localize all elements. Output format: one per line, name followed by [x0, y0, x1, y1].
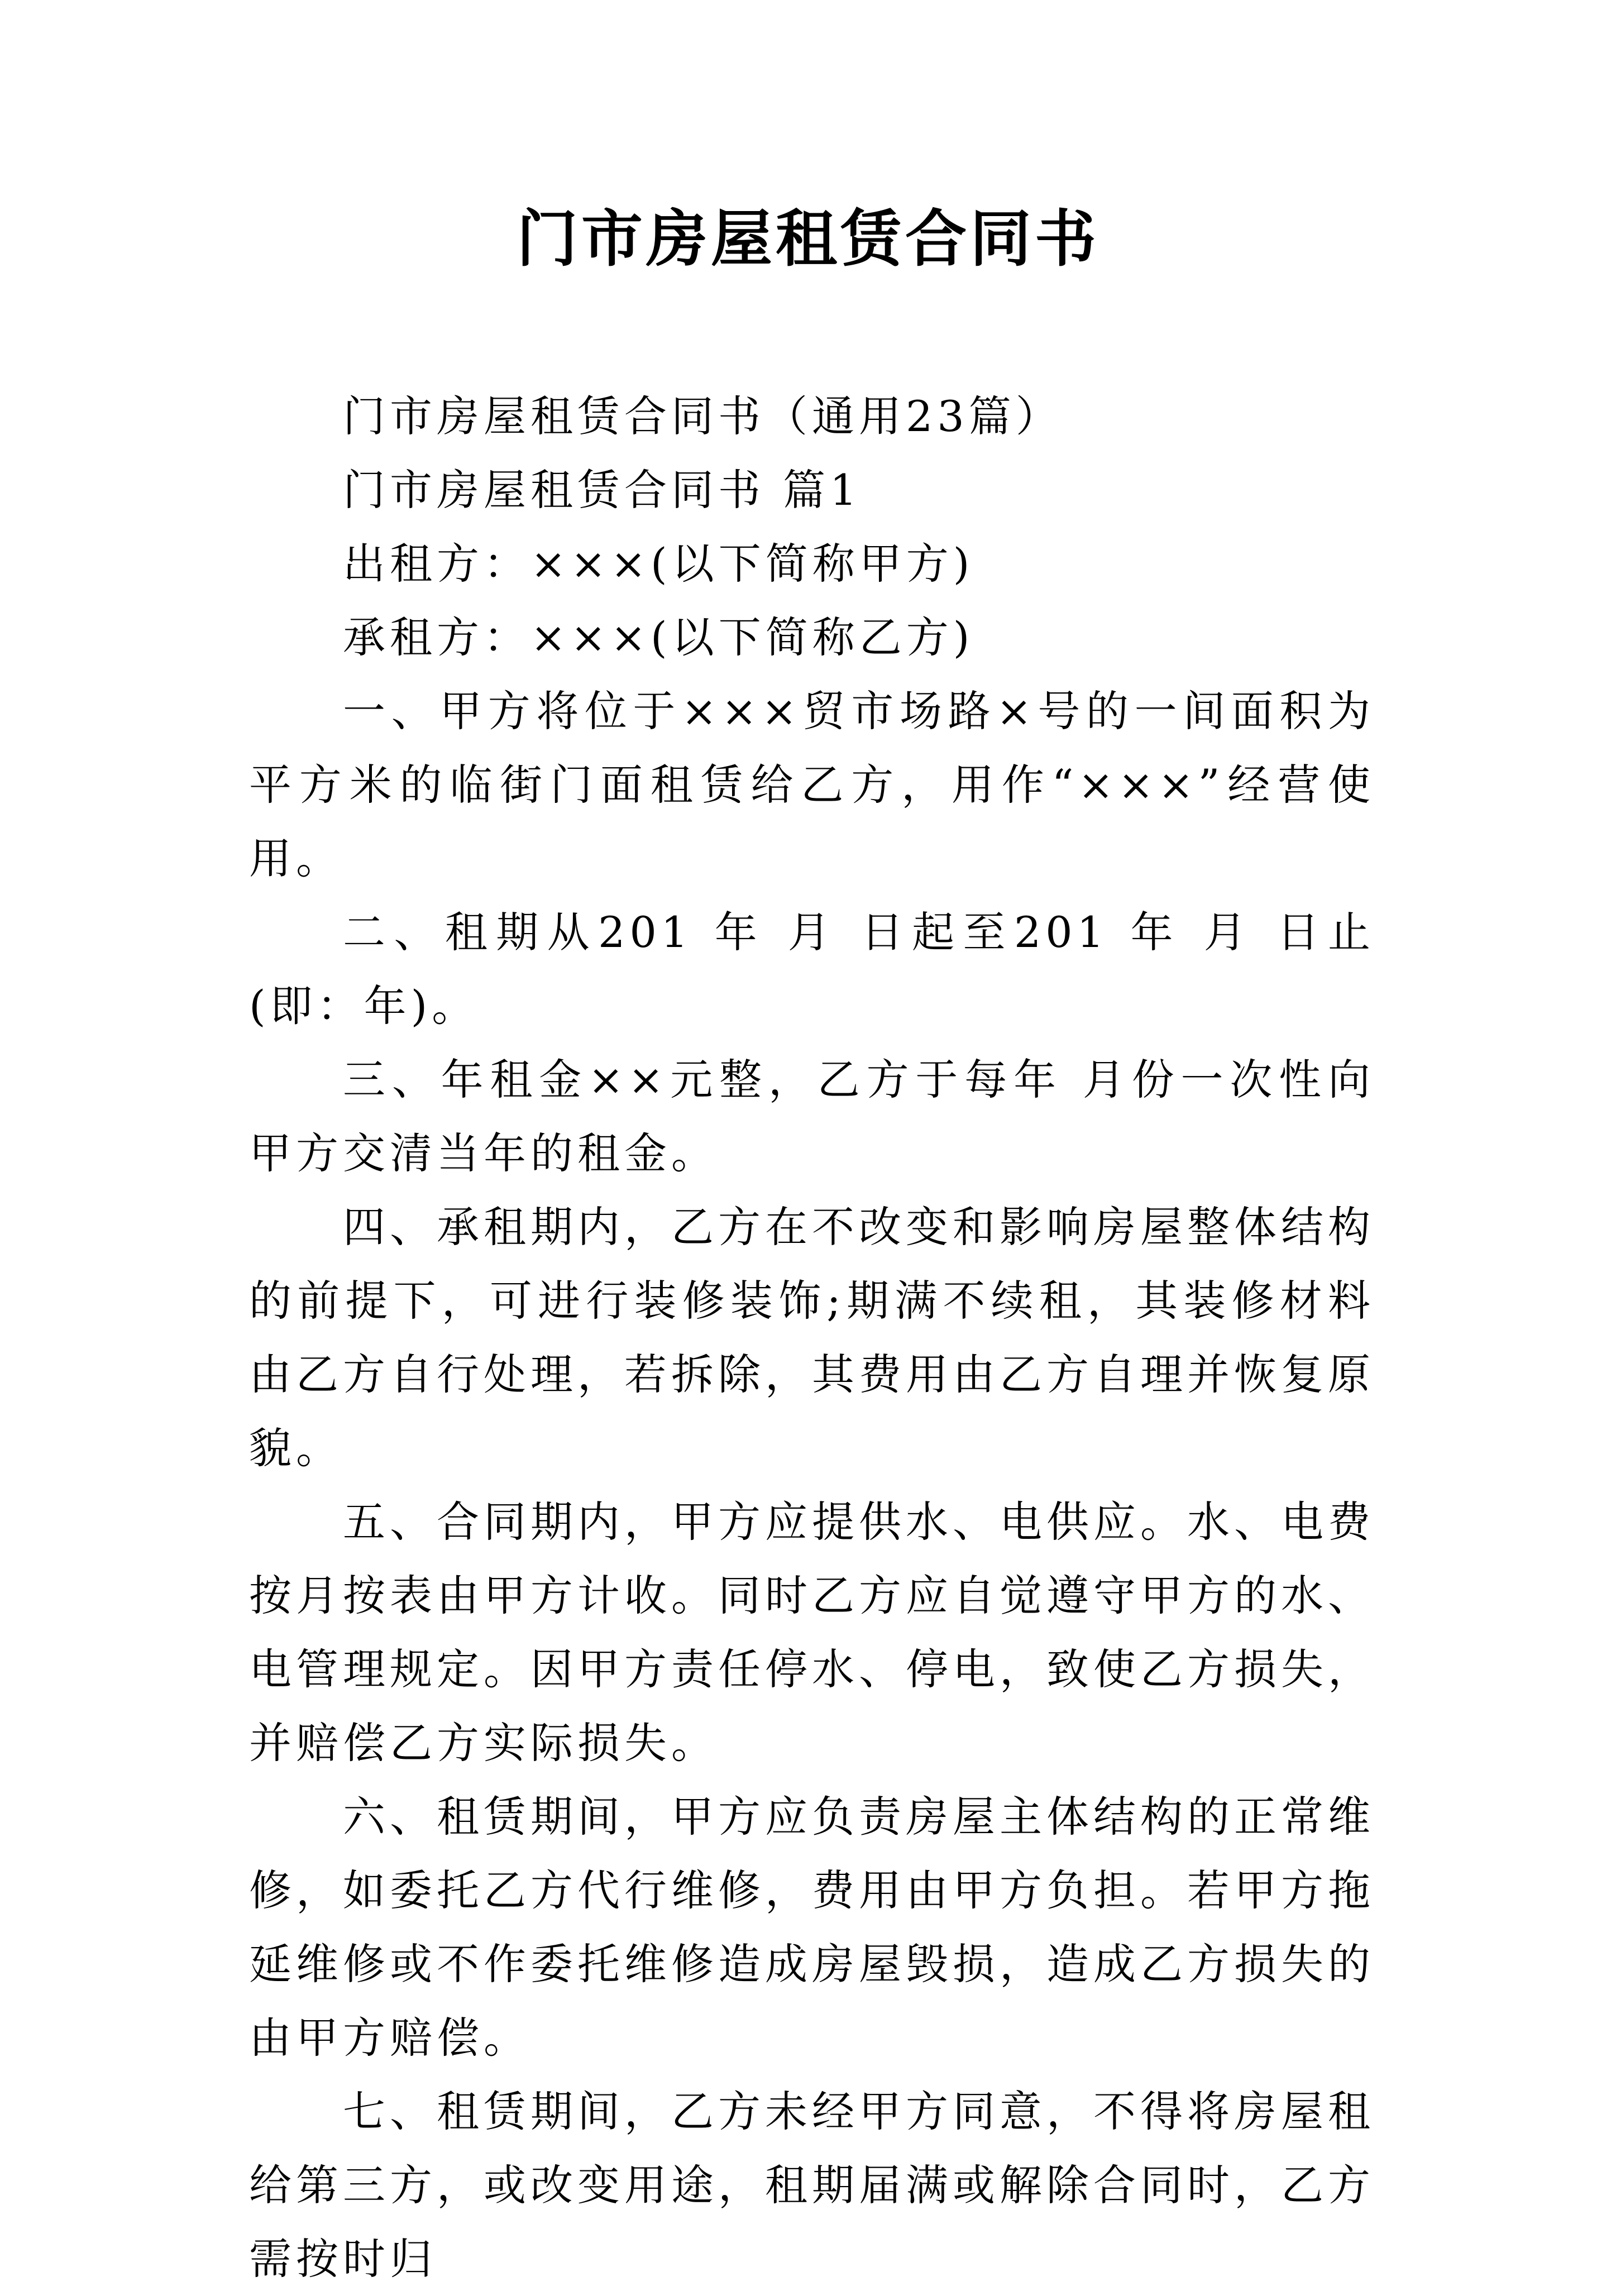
clause-3: 三、年租金××元整，乙方于每年 月份一次性向甲方交清当年的租金。	[249, 1055, 1375, 1178]
paragraph-collection-title: 门市房屋租赁合同书（通用23篇）	[343, 391, 1063, 441]
document-body	[249, 380, 1375, 2296]
clause-6: 六、租赁期间，甲方应负责房屋主体结构的正常维修，如委托乙方代行维修，费用由甲方负担。若甲方拖延维修或不作委托维修造成房屋毁损，造成乙方损失的由甲方赔偿。	[249, 1792, 1375, 2063]
clause-1: 一、甲方将位于×××贸市场路×号的一间面积为 平方米的临街门面租赁给乙方，用作“×××”经营使用。	[249, 686, 1375, 883]
clause-7: 七、租赁期间，乙方未经甲方同意，不得将房屋租给第三方，或改变用途，租期届满或解除合同时，乙方需按时归	[249, 2087, 1375, 2284]
paragraph-section-heading: 门市房屋租赁合同书 篇1	[343, 465, 862, 515]
paragraph-lessor: 出租方：×××(以下简称甲方)	[343, 539, 974, 589]
clause-5: 五、合同期内，甲方应提供水、电供应。水、电费按月按表由甲方计收。同时乙方应自觉遵守甲方的水、电管理规定。因甲方责任停水、停电，致使乙方损失，并赔偿乙方实际损失。	[249, 1497, 1375, 1768]
document-title: 门市房屋租赁合同书	[517, 203, 1099, 275]
paragraph-lessee: 承租方：×××(以下简称乙方)	[343, 613, 974, 662]
clause-2: 二、租期从201 年 月 日起至201 年 月 日止(即：年)。	[249, 907, 1375, 1031]
clause-4: 四、承租期内，乙方在不改变和影响房屋整体结构的前提下，可进行装修装饰;期满不续租，其装修材料由乙方自行处理，若拆除，其费用由乙方自理并恢复原貌。	[249, 1202, 1375, 1473]
